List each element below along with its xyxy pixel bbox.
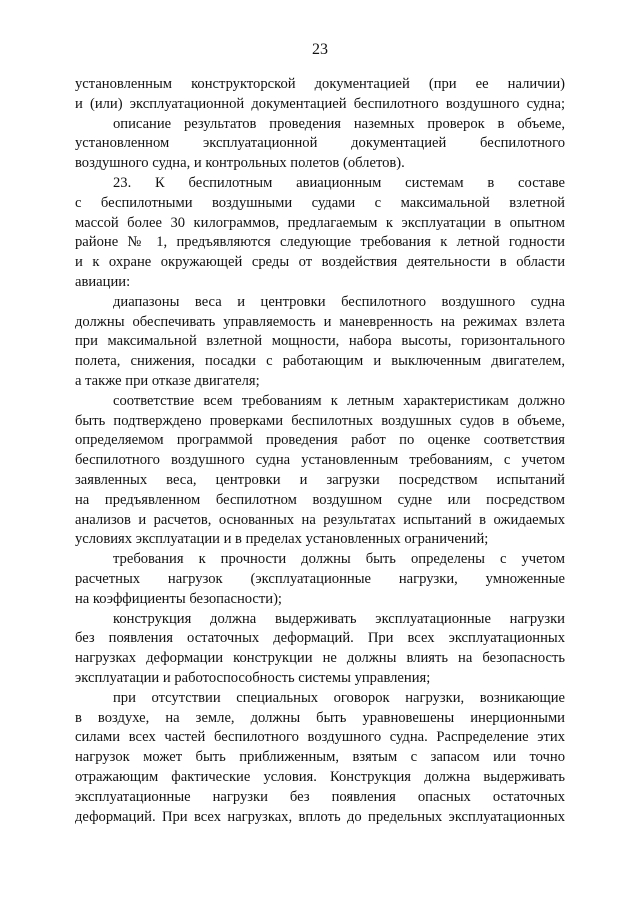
text-line: конструкция должна выдерживать эксплуатационные нагрузки — [113, 611, 565, 627]
text-line: заявленных веса, центровки и загрузки посредством испытаний — [75, 472, 565, 488]
text-line: 23. К беспилотным авиационным системам в составе — [113, 175, 565, 191]
text-line: быть подтверждено проверками беспилотных воздушных судов в объеме, — [75, 413, 565, 429]
text-line: с беспилотными воздушными судами с максимальной взлетной — [75, 195, 565, 211]
text-line: условиях эксплуатации и в пределах установленных ограничений; — [75, 531, 489, 547]
text-line: воздушного судна, и контрольных полетов (облетов). — [75, 155, 405, 171]
text-line: в воздухе, на земле, должны быть уравновешены инерционными — [75, 710, 565, 726]
text-line: установленным конструкторской документацией (при ее наличии) — [75, 76, 565, 92]
text-line: определяемом программой проведения работ по оценке соответствия — [75, 432, 565, 448]
text-line: беспилотного воздушного судна установленным требованиям, с учетом — [75, 452, 565, 468]
text-line: нагрузок может быть приближенным, взятым с запасом или точно — [75, 749, 565, 765]
text-line: расчетных нагрузок (эксплуатационные нагрузки, умноженные — [75, 571, 565, 587]
text-line: районе № 1, предъявляются следующие требования к летной годности — [75, 234, 565, 250]
text-line: и к охране окружающей среды от воздействия деятельности в области — [75, 254, 565, 270]
text-line: деформаций. При всех нагрузках, вплоть до предельных эксплуатационных — [75, 809, 565, 825]
text-line: авиации: — [75, 274, 131, 290]
text-line: описание результатов проведения наземных проверок в объеме, — [113, 116, 565, 132]
text-line: и (или) эксплуатационной документацией беспилотного воздушного судна; — [75, 96, 565, 112]
text-line: должны обеспечивать управляемость и маневренность на режимах взлета — [75, 314, 565, 330]
text-line: установленном эксплуатационной документацией беспилотного — [75, 135, 565, 151]
text-line: силами всех частей беспилотного воздушного судна. Распределение этих — [75, 729, 565, 745]
text-line: полета, снижения, посадки с работающим и выключенным двигателем, — [75, 353, 565, 369]
text-line: при максимальной взлетной мощности, набора высоты, горизонтального — [75, 333, 565, 349]
text-line: на предъявленном беспилотном воздушном судне или посредством — [75, 492, 565, 508]
page-number: 23 — [312, 41, 328, 58]
text-line: анализов и расчетов, основанных на результатах испытаний в ожидаемых — [75, 512, 565, 528]
text-line: эксплуатационные нагрузки без появления опасных остаточных — [75, 789, 565, 805]
text-line: без появления остаточных деформаций. При всех эксплуатационных — [75, 630, 565, 646]
text-line: при отсутствии специальных оговорок нагрузки, возникающие — [113, 690, 565, 706]
text-line: нагрузках деформации конструкции не должны влиять на безопасность — [75, 650, 565, 666]
text-line: соответствие всем требованиям к летным характеристикам должно — [113, 393, 565, 409]
text-line: а также при отказе двигателя; — [75, 373, 260, 389]
text-line: эксплуатации и работоспособность системы управления; — [75, 670, 431, 686]
text-line: на коэффициенты безопасности); — [75, 591, 282, 607]
text-line: отражающим фактические условия. Конструкция должна выдерживать — [75, 769, 565, 785]
text-line: требования к прочности должны быть определены с учетом — [113, 551, 565, 567]
text-line: диапазоны веса и центровки беспилотного воздушного судна — [113, 294, 565, 310]
text-line: массой более 30 килограммов, предлагаемым к эксплуатации в опытном — [75, 215, 565, 231]
